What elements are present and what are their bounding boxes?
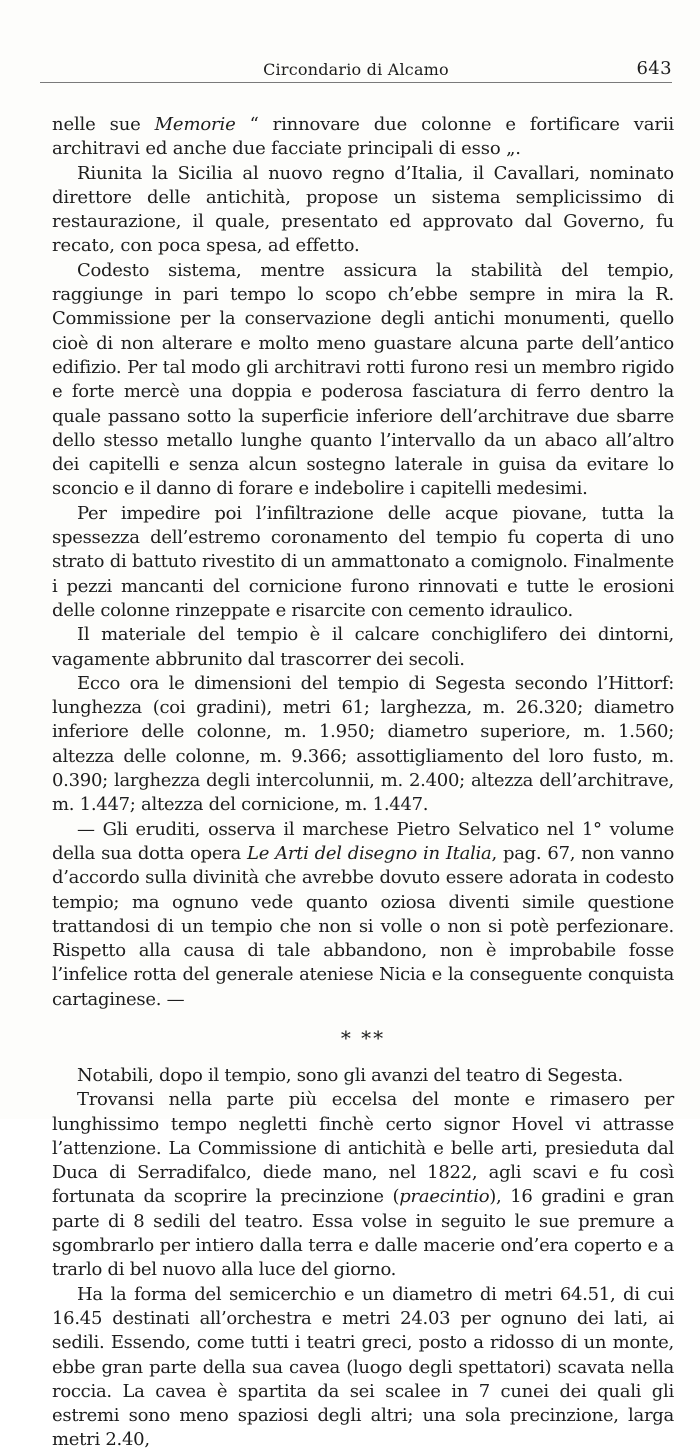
page-body bbox=[52, 113, 674, 1453]
paragraph-9-text-a: Trovansi nella parte più eccelsa del monte e rimasero per lunghissimo tempo negletti finchè certo signor Hovel vi attrasse l’attenzione. La Commissione di antichità e belle arti, presieduta dal Duca di Serradifalco, diede mano, nel 1822, agli scavi e fu così fortunata da scoprire la precinzione ( bbox=[52, 1089, 674, 1208]
paragraph-7-text-a: — Gli eruditi, osserva il marchese Pietro Selvatico nel 1° volume della sua dotta opera bbox=[52, 818, 674, 864]
paragraph-9-italic-term: praecintio bbox=[399, 1186, 490, 1208]
paragraph-7-text-b: , pag. 67, non vanno d’accordo sulla divinità che avrebbe dovuto essere adorata in codesto tempio; ma ognuno vede quanto oziosa diventi simile questione trattandosi di un tempio che non si volle o non si potè perfezionare. Rispetto alla causa di tale abbandono, non è improbabile fosse l’infelice rotta del generale ateniese Nicia e la conseguente conquista cartaginese. — bbox=[52, 842, 675, 1010]
paragraph-7 bbox=[52, 818, 674, 1012]
paragraph-10: Ha la forma del semicerchio e un diametro di metri 64.51, di cui 16.45 destinati all’orchestra e metri 24.03 per ognuno dei lati, ai sedili. Essendo, come tutti i teatri greci, posto a ridosso di un monte, ebbe gran parte della sua cavea (luogo degli spettatori) scavata nella roccia. La cavea è spartita da sei scalee in 7 cunei dei quali gli estremi sono meno spaziosi degli altri; una sola precinzione, larga metri 2.40, bbox=[52, 1283, 674, 1451]
paragraph-1-text-b: “ rinnovare due colonne e fortificare varii architravi ed anche due facciate principali di esso „. bbox=[52, 114, 674, 160]
running-header bbox=[40, 58, 672, 83]
paragraph-1-italic-title: Memorie bbox=[154, 114, 236, 135]
paragraph-3: Codesto sistema, mentre assicura la stabilità del tempio, raggiunge in pari tempo lo scopo ch’ebbe sempre in mira la R. Commissione per la conservazione degli antichi monumenti, quello cioè di non alterare e molto meno guastare alcuna parte dell’antico edifizio. Per tal modo gli architravi rotti furono resi un membro rigido e forte mercè una doppia e poderosa fasciatura di ferro dentro la quale passano sotto la superficie inferiore dell’architrave due sbarre dello stesso metallo lunghe quanto l’intervallo da un abaco all’altro dei capitelli e senza alcun sostegno laterale in guisa da evitare lo sconcio e il danno di forare e indebolire i capitelli medesimi. bbox=[52, 259, 674, 500]
page-number: 643 bbox=[636, 58, 672, 79]
paragraph-9 bbox=[52, 1088, 674, 1282]
paragraph-1-text-a: nelle sue bbox=[52, 114, 155, 135]
paragraph-8: Notabili, dopo il tempio, sono gli avanzi del teatro di Segesta. bbox=[77, 1064, 623, 1086]
paragraph-6: Ecco ora le dimensioni del tempio di Segesta secondo l’Hittorf: lunghezza (coi gradini), metri 61; larghezza, m. 26.320; diametro inferiore delle colonne, m. 1.950; diametro superiore, m. 1.560; altezza delle colonne, m. 9.366; assottigliamento del loro fusto, m. 0.390; larghezza degli intercolunnii, m. 2.400; altezza dell’architrave, m. 1.447; altezza del cornicione, m. 1.447. bbox=[52, 672, 674, 816]
paragraph-9-text-b: ), 16 gradini e gran parte di 8 sedili del teatro. Essa volse in seguito le sue premure a sgombrarlo per intiero dalla terra e dalle macerie ond’era coperto e a trarlo di bel nuovo alla luce del giorno. bbox=[52, 1186, 674, 1281]
paragraph-5: Il materiale del tempio è il calcare conchiglifero dei dintorni, vagamente abbrunito dal trascorrer dei secoli. bbox=[52, 624, 674, 670]
header-title: Circondario di Alcamo bbox=[263, 60, 449, 79]
paragraph-1 bbox=[52, 113, 674, 162]
paragraph-7-italic-title: Le Arti del disegno in Italia bbox=[247, 842, 492, 864]
paragraph-2: Riunita la Sicilia al nuovo regno d’Italia, il Cavallari, nominato direttore delle antichità, propose un sistema semplicissimo di restaurazione, il quale, presentato ed approvato dal Governo, fu recato, con poca spesa, ad effetto. bbox=[52, 162, 674, 257]
section-separator: * ** bbox=[340, 1025, 386, 1050]
paragraph-4: Per impedire poi l’infiltrazione delle acque piovane, tutta la spessezza dell’estremo coronamento del tempio fu coperta di uno strato di battuto rivestito di un ammattonato a comignolo. Finalmente i pezzi mancanti del cornicione furono rinnovati e tutte le erosioni delle colonne rinzeppate e risarcite con cemento idraulico. bbox=[52, 502, 674, 621]
